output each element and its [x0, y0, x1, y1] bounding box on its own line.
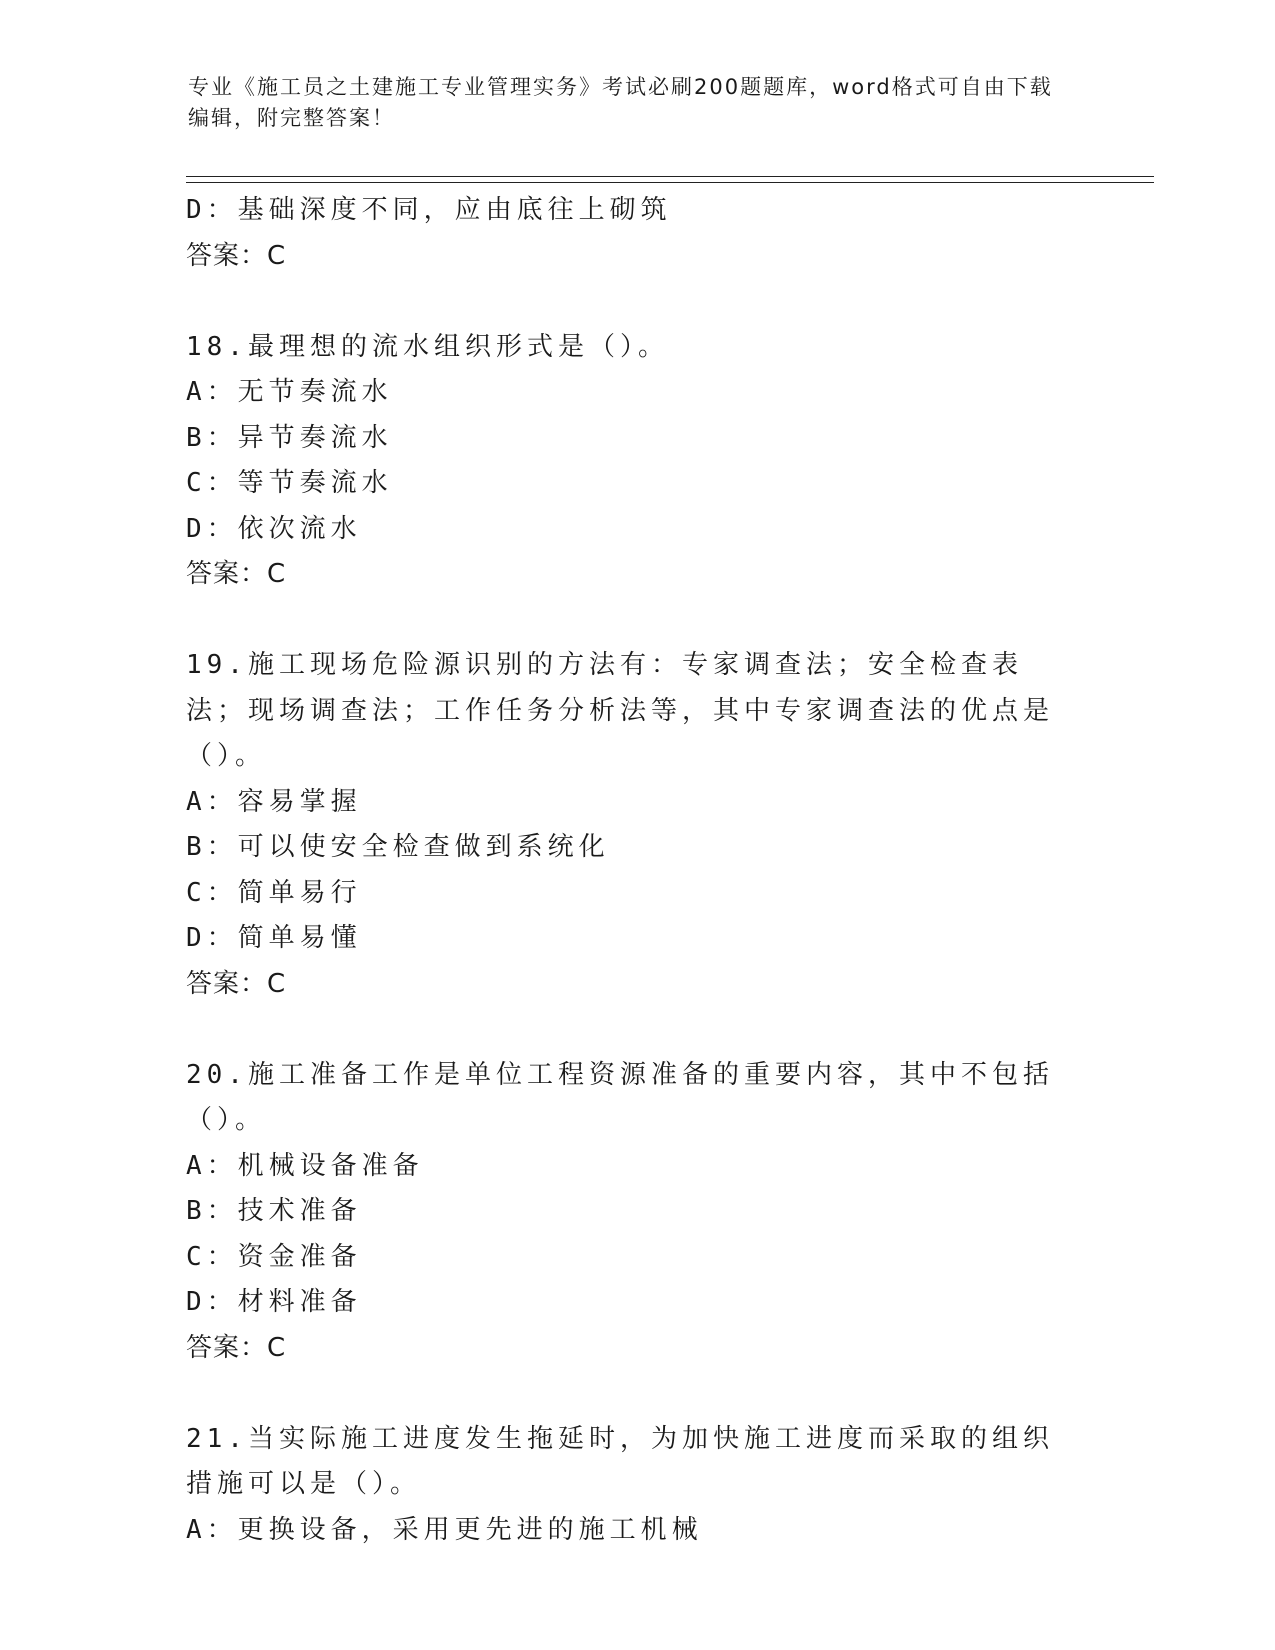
prev-answer: 答案：C: [186, 240, 287, 271]
question-18-answer: 答案：C: [186, 559, 287, 589]
question-19-option-a: A：容易掌握: [186, 786, 362, 817]
question-20-answer: 答案：C: [186, 1332, 287, 1363]
question-19-answer: 答案：C: [186, 968, 287, 999]
question-18-option-d: D：依次流水: [186, 513, 362, 544]
question-20-stem: 20.施工准备工作是单位工程资源准备的重要内容，其中不包括（）。: [186, 1059, 1054, 1135]
question-18-stem: 18.最理想的流水组织形式是（）。: [186, 331, 669, 362]
question-21-option-a: A：更换设备，采用更先进的施工机械: [186, 1514, 703, 1545]
spacer: [186, 598, 1106, 644]
question-19-option-d: D：简单易懂: [186, 923, 362, 953]
question-18-option-b: B：异节奏流水: [186, 422, 393, 453]
question-20-option-b: B：技术准备: [186, 1196, 362, 1226]
question-20-option-d: D：材料准备: [186, 1287, 362, 1317]
header-rule-top: [186, 176, 1154, 177]
prev-option-d: D：基础深度不同，应由底往上砌筑: [186, 195, 672, 225]
spacer: [186, 279, 1106, 325]
spacer: [186, 1007, 1106, 1053]
question-18-option-c: C：等节奏流水: [186, 468, 393, 498]
question-20-option-a: A：机械设备准备: [186, 1150, 424, 1181]
question-19-option-b: B：可以使安全检查做到系统化: [186, 832, 610, 862]
question-19-option-c: C：简单易行: [186, 877, 362, 908]
question-20-option-c: C：资金准备: [186, 1241, 362, 1272]
question-19-stem: 19.施工现场危险源识别的方法有：专家调查法；安全检查表法；现场调查法；工作任务分析法等，其中专家调查法的优点是（）。: [186, 650, 1055, 771]
question-18-option-a: A：无节奏流水: [186, 377, 393, 407]
question-content: [186, 188, 1106, 1553]
spacer: [186, 1371, 1106, 1417]
question-21-stem: 21.当实际施工进度发生拖延时，为加快施工进度而采取的组织措施可以是（）。: [186, 1423, 1054, 1499]
document-header: 专业《施工员之土建施工专业管理实务》考试必刷200题题库，word格式可自由下载编辑，附完整答案！: [188, 75, 1053, 130]
header-rule-bottom: [186, 182, 1154, 183]
